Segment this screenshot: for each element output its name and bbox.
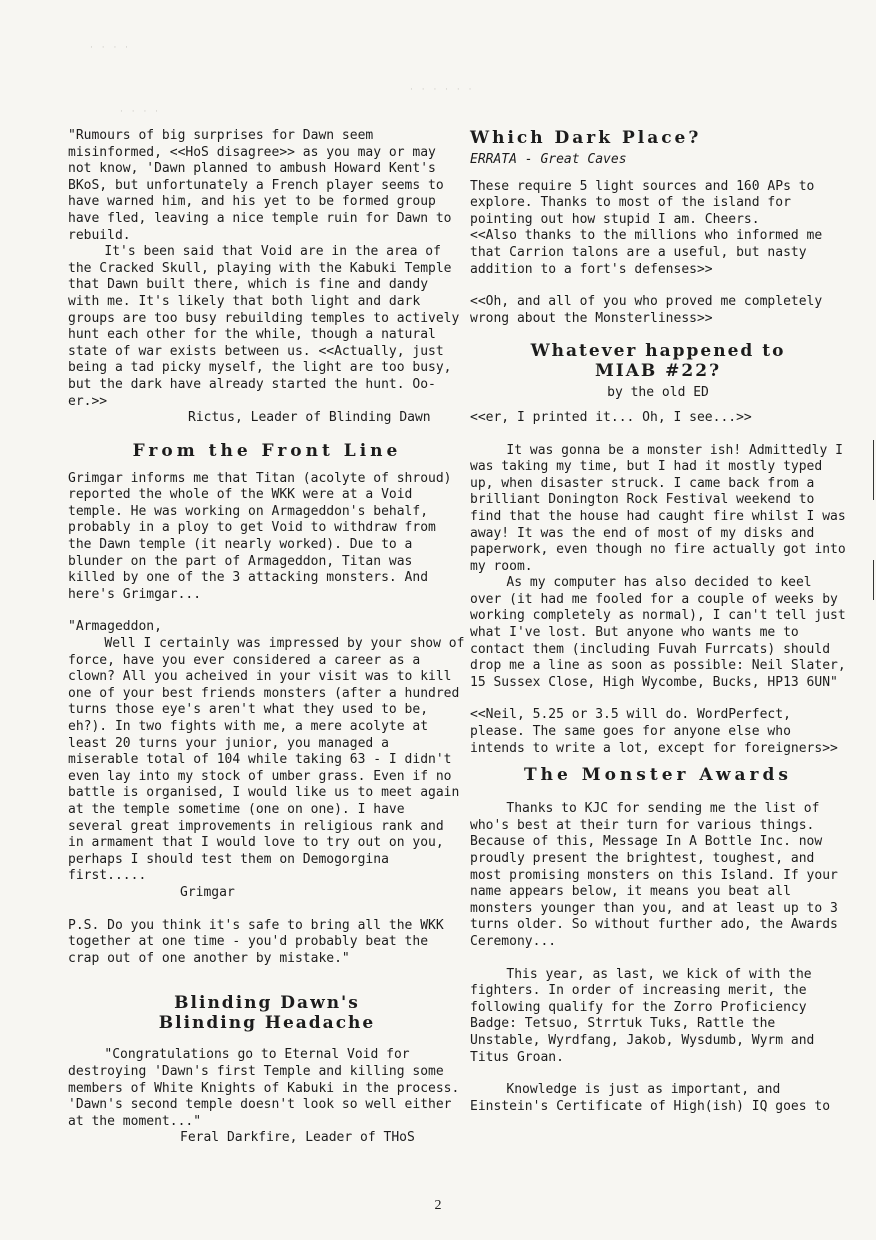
- scan-smudge: · · · · · ·: [410, 85, 475, 95]
- intro-paragraph: It's been said that Void are in the area of the Cracked Skull, playing with the Kabuki Temple that Dawn built there, which is fine and dandy with me. It's likely that both light and dark groups are too busy rebuilding temples to actively hunt each other for the while, though a natural state of war exists between us. <<Actually, just being a tad picky myself, the light are too busy, but the dark have already started the hunt. Oo-er.>>: [68, 244, 460, 409]
- awards-paragraph: Knowledge is just as important, and Einstein's Certificate of High(ish) IQ goes to: [470, 1082, 831, 1114]
- awards-paragraph: Thanks to KJC for sending me the list of who's best at their turn for various things. Because of this, Message In A Bottle Inc. now proudly present the brightest, toughest, and most promising monsters on this Island. If your name appears below, it means you beat all monsters younger than you, and at least up to 3 turns older. So without further ado, the Awards Ceremony...: [470, 801, 838, 949]
- section-heading-front-line: From the Front Line: [132, 440, 402, 461]
- miab-paragraph: It was gonna be a monster ish! Admittedly I was taking my time, but I had it mostly typed up, when disaster struck. I came back from a brilliant Donington Rock Festival weekend to find that the house had caught fire whilst I was away! It was the end of most of my disks and paperwork, even though no fire actually got into my room.: [470, 442, 846, 574]
- scan-smudge: · · · ·: [120, 107, 162, 117]
- intro-signature: Rictus, Leader of Blinding Dawn: [188, 410, 431, 426]
- section-heading-headache: [68, 993, 466, 1033]
- miab-byline: by the old ED: [607, 385, 709, 401]
- miab-paragraph: As my computer has also decided to keel over (it had me fooled for a couple of weeks by working completely as normal), I can't tell just what I've lost. But anyone who wants me to contact them (including Fuvah Furrcats) should drop me a line as soon as possible: Neil Slater, 15 Sussex Close, High Wycombe, Bucks, HP13 6UN": [470, 575, 846, 690]
- headache-heading-line2: Blinding Headache: [158, 1013, 376, 1034]
- scan-smudge: · · · ·: [90, 43, 132, 53]
- right-column: [470, 128, 846, 1115]
- miab-heading-line2: MIAB #22?: [594, 361, 722, 382]
- scan-edge-mark: [873, 560, 874, 600]
- letter-signature: Grimgar: [180, 884, 235, 900]
- page-number: 2: [434, 1198, 442, 1213]
- section-heading-awards: The Monster Awards: [524, 765, 792, 786]
- headache-heading-line1: Blinding Dawn's: [174, 993, 360, 1014]
- intro-paragraph: "Rumours of big surprises for Dawn seem misinformed, <<HoS disagree>> as you may or may not know, 'Dawn planned to ambush Howard Kent's BKoS, but unfortunately a French player seems to have warned him, and his yet to be formed group have fled, leaving a nice temple ruin for Dawn to rebuild.: [68, 128, 452, 243]
- errata-label: ERRATA - Great Caves: [470, 152, 627, 167]
- miab-paragraph: <<Neil, 5.25 or 3.5 will do. WordPerfect, please. The same goes for anyone else who intends to write a lot, except for foreigners>>: [470, 707, 838, 756]
- miab-aside: <<er, I printed it... Oh, I see...>>: [470, 409, 752, 425]
- left-column: [68, 128, 466, 1147]
- front-line-paragraph: Grimgar informs me that Titan (acolyte of shroud) reported the whole of the WKK were at a Void temple. He was working on Armageddon's behalf, probably in a ploy to get Void to withdraw from the Dawn temple (it nearly worked). Due to a blunder on the part of Armageddon, Titan was killed by one of the 3 attacking monsters. And here's Grimgar...: [68, 470, 452, 602]
- letter-postscript: P.S. Do you think it's safe to bring all the WKK together at one time - you'd probably beat the crap out of one another by mistake.": [68, 917, 444, 966]
- letter-body: Well I certainly was impressed by your show of force, have you ever considered a career as a clown? All you acheived in your visit was to kill one of your best friends monsters (after a hundred turns those eye's aren't what they used to be, eh?). In two fights with me, a mere acolyte at least 20 turns your junior, you managed a miserable total of 104 while taking 63 - I didn't even lay into my stock of umber grass. Even if no battle is organised, I would like us to meet again at the temple sometime (one on one). I have several great improvements in religious rank and in armament that I would love to try out on you, perhaps I should test them on Demogorgina first.....: [68, 636, 465, 884]
- section-heading-dark-place: Which Dark Place?: [470, 128, 702, 148]
- scan-edge-mark: [873, 440, 874, 500]
- letter-salutation: "Armageddon,: [68, 619, 162, 635]
- dark-place-paragraph: <<Also thanks to the millions who informed me that Carrion talons are a useful, but nasty addition to a fort's defenses>>: [470, 228, 823, 277]
- dark-place-paragraph: These require 5 light sources and 160 APs to explore. Thanks to most of the island for pointing out how stupid I am. Cheers.: [470, 178, 815, 227]
- miab-heading-line1: Whatever happened to: [530, 341, 786, 362]
- awards-paragraph: This year, as last, we kick of with the fighters. In order of increasing merit, the following qualify for the Zorro Proficiency Badge: Tetsuo, Strrtuk Tuks, Rattle the Unstable, Wyrdfang, Jakob, Wysdumb, Wyrm and Titus Groan.: [470, 966, 815, 1065]
- headache-paragraph: "Congratulations go to Eternal Void for destroying 'Dawn's first Temple and killing some members of White Knights of Kabuki in the process. 'Dawn's second temple doesn't look so well either at the moment...": [68, 1047, 460, 1129]
- dark-place-paragraph: <<Oh, and all of you who proved me completely wrong about the Monsterliness>>: [470, 294, 823, 326]
- headache-signature: Feral Darkfire, Leader of THoS: [180, 1130, 415, 1146]
- section-heading-miab: [470, 341, 846, 381]
